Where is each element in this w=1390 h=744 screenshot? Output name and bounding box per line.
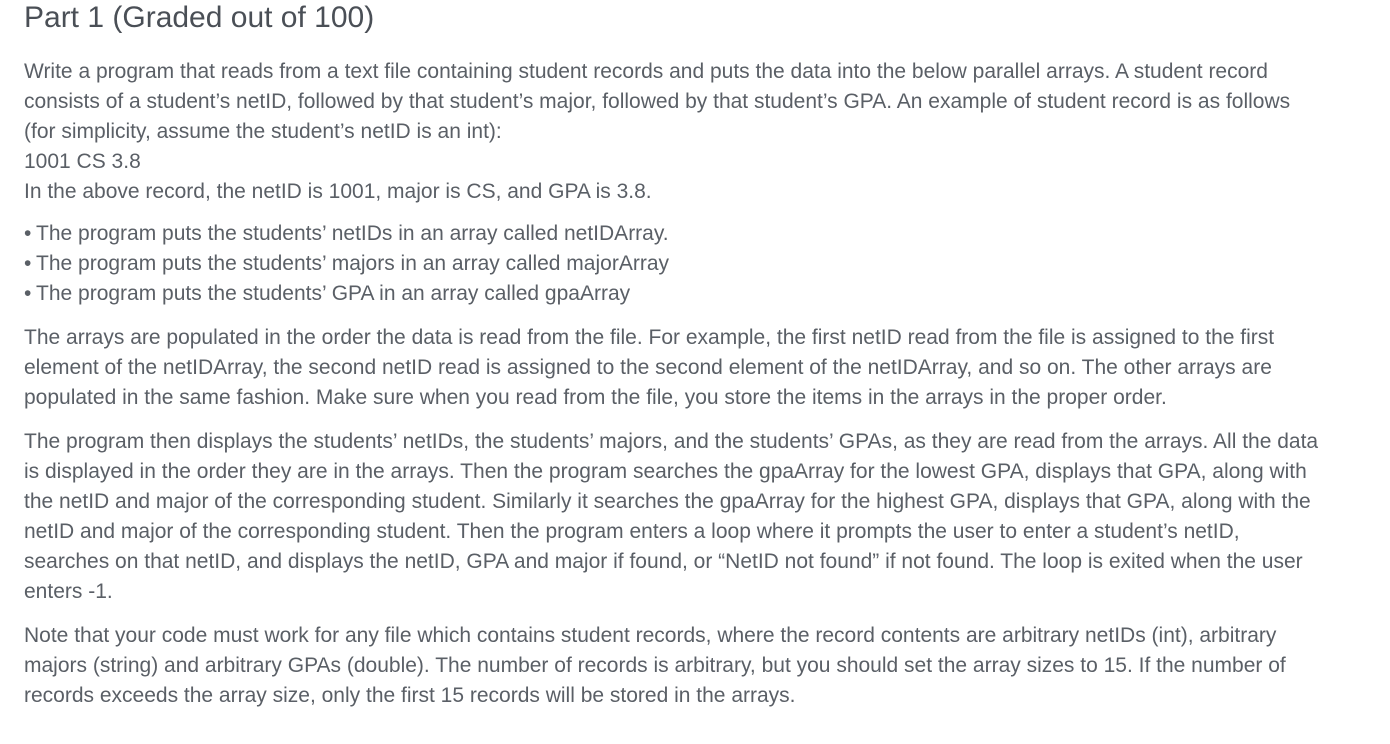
paragraph-line: searches on that netID, and displays the netID, GPA and major if found, or “NetID not found” if not found. The loop is exited when the user xyxy=(24,550,1303,573)
intro-line: In the above record, the netID is 1001, major is CS, and GPA is 3.8. xyxy=(24,180,652,203)
paragraph-line: the netID and major of the corresponding student. Similarly it searches the gpaArray for the highest GPA, displays that GPA, along with the xyxy=(24,490,1311,513)
page-title: Part 1 (Graded out of 100) xyxy=(24,1,375,34)
list-item xyxy=(24,279,1366,309)
paragraph-line: populated in the same fashion. Make sure when you read from the file, you store the items in the arrays in the proper order. xyxy=(24,386,1167,409)
list-item-text: The program puts the students’ majors in an array called majorArray xyxy=(36,252,669,275)
intro-line: (for simplicity, assume the student’s netID is an int): xyxy=(24,120,502,143)
bullet-icon: • xyxy=(24,252,32,275)
bullet-icon: • xyxy=(24,282,32,305)
array-order-paragraph xyxy=(24,323,1366,413)
intro-line: Write a program that reads from a text file containing student records and puts the data into the below parallel arrays. A student record xyxy=(24,60,1268,83)
note-paragraph xyxy=(24,621,1366,711)
paragraph-line: records exceeds the array size, only the first 15 records will be stored in the arrays. xyxy=(24,684,796,707)
list-item xyxy=(24,249,1366,279)
assignment-body xyxy=(24,57,1366,711)
paragraph-line: is displayed in the order they are in the arrays. Then the program searches the gpaArray for the lowest GPA, displays that GPA, along with xyxy=(24,460,1307,483)
list-item xyxy=(24,219,1366,249)
intro-line: consists of a student’s netID, followed by that student’s major, followed by that student’s GPA. An example of student record is as follows xyxy=(24,90,1291,113)
intro-paragraph xyxy=(24,57,1366,207)
list-item-text: The program puts the students’ GPA in an array called gpaArray xyxy=(36,282,631,305)
paragraph-line: netID and major of the corresponding student. Then the program enters a loop where it prompts the user to enter a student’s netID, xyxy=(24,520,1240,543)
program-behavior-paragraph xyxy=(24,427,1366,607)
paragraph-line: The program then displays the students’ netIDs, the students’ majors, and the students’ GPAs, as they are read from the arrays. All the data xyxy=(24,430,1319,453)
paragraph-line: Note that your code must work for any file which contains student records, where the record contents are arbitrary netIDs (int), arbitrary xyxy=(24,624,1277,647)
paragraph-line: element of the netIDArray, the second netID read is assigned to the second element of the netIDArray, and so on. The other arrays are xyxy=(24,356,1272,379)
paragraph-line: The arrays are populated in the order the data is read from the file. For example, the first netID read from the file is assigned to the first xyxy=(24,326,1275,349)
bullet-icon: • xyxy=(24,222,32,245)
example-record: 1001 CS 3.8 xyxy=(24,150,141,173)
list-item-text: The program puts the students’ netIDs in an array called netIDArray. xyxy=(36,222,669,245)
array-bullet-list xyxy=(24,219,1366,309)
paragraph-line: majors (string) and arbitrary GPAs (double). The number of records is arbitrary, but you should set the array sizes to 15. If the number of xyxy=(24,654,1286,677)
paragraph-line: enters -1. xyxy=(24,580,113,603)
